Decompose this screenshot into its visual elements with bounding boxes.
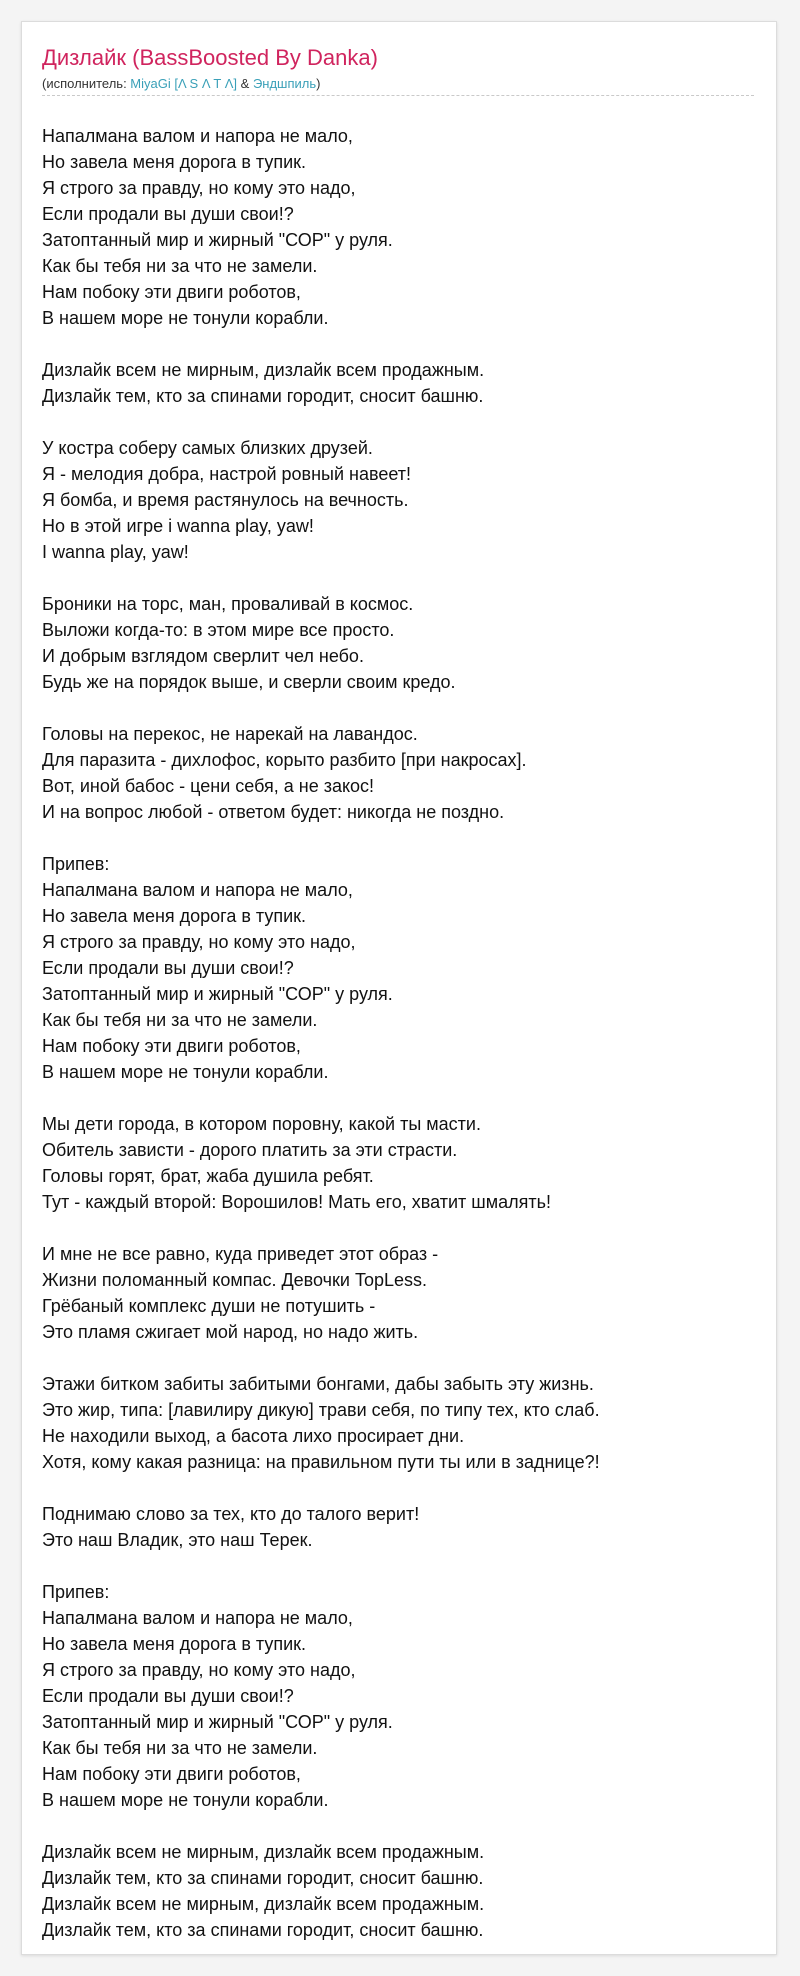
lyric-line: Нам побоку эти двиги роботов, bbox=[42, 282, 301, 302]
stanza bbox=[42, 1371, 754, 1475]
song-header bbox=[42, 44, 754, 96]
stanza-gap bbox=[42, 1085, 754, 1111]
lyric-line: Нам побоку эти двиги роботов, bbox=[42, 1764, 301, 1784]
lyric-line: Дизлайк всем не мирным, дизлайк всем продажным. bbox=[42, 360, 485, 380]
lyric-line: Я строго за правду, но кому это надо, bbox=[42, 932, 356, 952]
lyric-line: Если продали вы души свои!? bbox=[42, 204, 294, 224]
lyrics-body bbox=[42, 123, 754, 1943]
stanza-gap bbox=[42, 1345, 754, 1371]
stanza-gap bbox=[42, 331, 754, 357]
lyric-line: В нашем море не тонули корабли. bbox=[42, 1790, 329, 1810]
lyric-line: Дизлайк тем, кто за спинами городит, сносит башню. bbox=[42, 386, 484, 406]
lyric-line: У костра соберу самых близких друзей. bbox=[42, 438, 373, 458]
stanza-gap bbox=[42, 1475, 754, 1501]
lyric-line: Дизлайк всем не мирным, дизлайк всем продажным. bbox=[42, 1842, 485, 1862]
lyric-line: Дизлайк всем не мирным, дизлайк всем продажным. bbox=[42, 1894, 485, 1914]
lyric-line: Броники на торс, ман, проваливай в космос. bbox=[42, 594, 414, 614]
stanza-gap bbox=[42, 695, 754, 721]
stanza bbox=[42, 1839, 754, 1943]
lyric-line: I wanna play, yaw! bbox=[42, 542, 189, 562]
stanza bbox=[42, 721, 754, 825]
stanza-gap bbox=[42, 825, 754, 851]
lyric-line: Вот, иной бабос - цени себя, а не закос! bbox=[42, 776, 375, 796]
stanza bbox=[42, 1501, 754, 1553]
lyric-line: Затоптанный мир и жирный "СОР" у руля. bbox=[42, 1712, 393, 1732]
lyric-line: Жизни поломанный компас. Девочки TopLess. bbox=[42, 1270, 428, 1290]
lyric-line: Это пламя сжигает мой народ, но надо жить. bbox=[42, 1322, 419, 1342]
lyric-line: Как бы тебя ни за что не замели. bbox=[42, 256, 318, 276]
stanza bbox=[42, 851, 754, 1085]
stanza-gap bbox=[42, 409, 754, 435]
stanza-gap bbox=[42, 1553, 754, 1579]
stanza bbox=[42, 123, 754, 331]
stanza bbox=[42, 357, 754, 409]
performer-prefix: (исполнитель: bbox=[42, 76, 131, 91]
lyric-line: Этажи битком забиты забитыми бонгами, дабы забыть эту жизнь. bbox=[42, 1374, 594, 1394]
lyric-line: Это жир, типа: [лавилиру дикую] трави себя, по типу тех, кто слаб. bbox=[42, 1400, 600, 1420]
lyrics-card bbox=[21, 21, 777, 1955]
lyric-line: Поднимаю слово за тех, кто до талого верит! bbox=[42, 1504, 420, 1524]
performer-link-miyagi[interactable]: MiyaGi [Λ S Λ T Λ] bbox=[130, 76, 238, 91]
lyric-line: Как бы тебя ни за что не замели. bbox=[42, 1738, 318, 1758]
lyric-line: Нам побоку эти двиги роботов, bbox=[42, 1036, 301, 1056]
performer-line bbox=[42, 75, 754, 96]
lyric-line: Если продали вы души свои!? bbox=[42, 1686, 294, 1706]
lyric-line: Затоптанный мир и жирный "СОР" у руля. bbox=[42, 230, 393, 250]
lyric-line: Затоптанный мир и жирный "СОР" у руля. bbox=[42, 984, 393, 1004]
lyric-line: В нашем море не тонули корабли. bbox=[42, 1062, 329, 1082]
lyric-line: Припев: bbox=[42, 1582, 110, 1602]
lyric-line: Головы на перекос, не нарекай на лавандос. bbox=[42, 724, 418, 744]
stanza bbox=[42, 1111, 754, 1215]
lyric-line: Дизлайк тем, кто за спинами городит, сносит башню. bbox=[42, 1868, 484, 1888]
lyric-line: Но завела меня дорога в тупик. bbox=[42, 906, 307, 926]
lyric-line: В нашем море не тонули корабли. bbox=[42, 308, 329, 328]
lyric-line: Мы дети города, в котором поровну, какой ты масти. bbox=[42, 1114, 481, 1134]
lyric-line: Напалмана валом и напора не мало, bbox=[42, 126, 353, 146]
lyric-line: Припев: bbox=[42, 854, 110, 874]
stanza-gap bbox=[42, 1813, 754, 1839]
lyric-line: Я строго за правду, но кому это надо, bbox=[42, 1660, 356, 1680]
lyric-line: Хотя, кому какая разница: на правильном пути ты или в заднице?! bbox=[42, 1452, 600, 1472]
lyric-line: Не находили выход, а басота лихо просирает дни. bbox=[42, 1426, 465, 1446]
lyric-line: Тут - каждый второй: Ворошилов! Мать его, хватит шмалять! bbox=[42, 1192, 552, 1212]
lyric-line: Но завела меня дорога в тупик. bbox=[42, 152, 307, 172]
lyric-line: Я бомба, и время растянулось на вечность. bbox=[42, 490, 409, 510]
performer-suffix: ) bbox=[316, 76, 321, 91]
stanza-gap bbox=[42, 1215, 754, 1241]
lyric-line: Грёбаный комплекс души не потушить - bbox=[42, 1296, 376, 1316]
lyric-line: Как бы тебя ни за что не замели. bbox=[42, 1010, 318, 1030]
lyric-line: Напалмана валом и напора не мало, bbox=[42, 880, 353, 900]
stanza-gap bbox=[42, 565, 754, 591]
lyric-line: Для паразита - дихлофос, корыто разбито [при накросах]. bbox=[42, 750, 527, 770]
lyric-line: И на вопрос любой - ответом будет: никогда не поздно. bbox=[42, 802, 505, 822]
performer-join: & bbox=[237, 76, 253, 91]
lyric-line: Головы горят, брат, жаба душила ребят. bbox=[42, 1166, 374, 1186]
lyric-line: Это наш Владик, это наш Терек. bbox=[42, 1530, 313, 1550]
stanza bbox=[42, 1579, 754, 1813]
lyric-line: Если продали вы души свои!? bbox=[42, 958, 294, 978]
lyric-line: Напалмана валом и напора не мало, bbox=[42, 1608, 353, 1628]
stanza bbox=[42, 435, 754, 565]
stanza bbox=[42, 591, 754, 695]
song-title: Дизлайк (BassBoosted By Danka) bbox=[42, 45, 378, 70]
lyric-line: Обитель зависти - дорого платить за эти страсти. bbox=[42, 1140, 458, 1160]
lyric-line: Я - мелодия добра, настрой ровный навеет! bbox=[42, 464, 412, 484]
lyric-line: Дизлайк тем, кто за спинами городит, сносит башню. bbox=[42, 1920, 484, 1940]
lyric-line: И добрым взглядом сверлит чел небо. bbox=[42, 646, 364, 666]
lyric-line: И мне не все равно, куда приведет этот образ - bbox=[42, 1244, 439, 1264]
performer-link-endshpil[interactable]: Эндшпиль bbox=[252, 76, 317, 91]
lyric-line: Будь же на порядок выше, и сверли своим кредо. bbox=[42, 672, 456, 692]
lyric-line: Я строго за правду, но кому это надо, bbox=[42, 178, 356, 198]
lyric-line: Но завела меня дорога в тупик. bbox=[42, 1634, 307, 1654]
stanza bbox=[42, 1241, 754, 1345]
lyric-line: Выложи когда-то: в этом мире все просто. bbox=[42, 620, 395, 640]
lyric-line: Но в этой игре i wanna play, yaw! bbox=[42, 516, 314, 536]
